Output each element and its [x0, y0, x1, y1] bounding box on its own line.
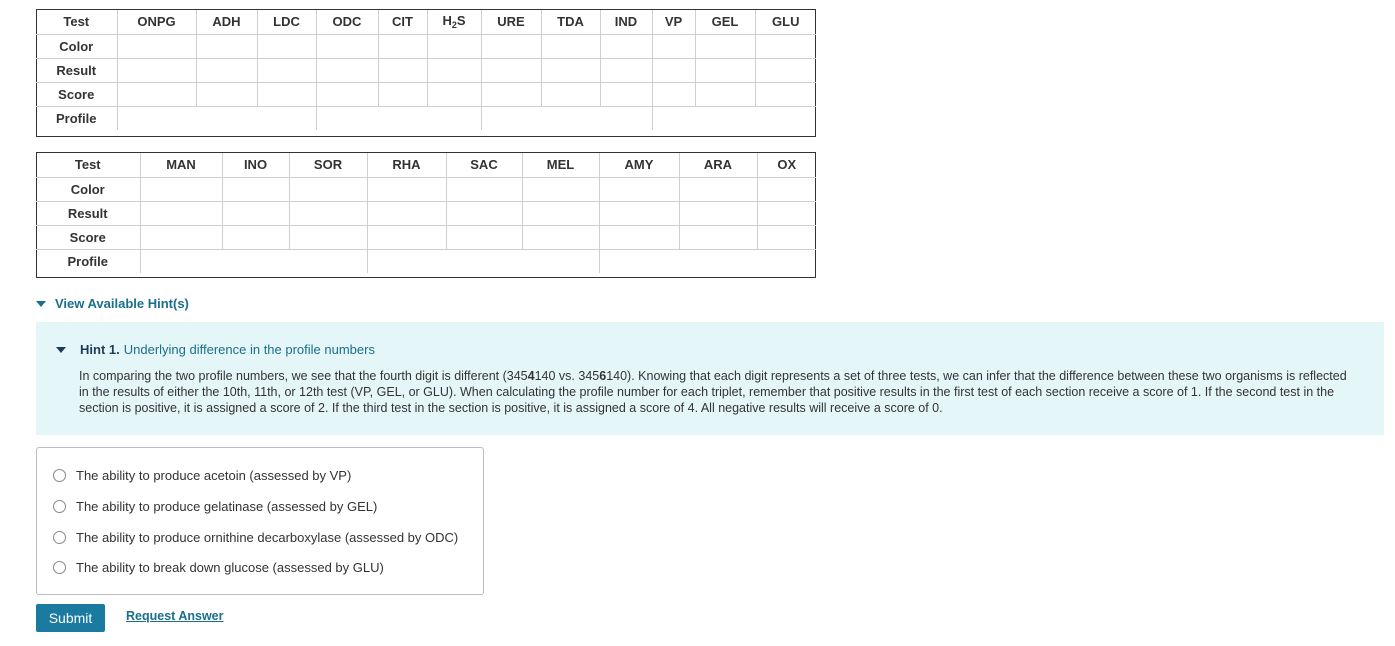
score-cell[interactable] [599, 225, 679, 249]
header-cell: ODC [316, 10, 378, 34]
score-cell[interactable] [378, 82, 427, 106]
header-cell: Test [36, 10, 117, 34]
result-cell[interactable] [196, 58, 257, 82]
score-cell[interactable] [652, 82, 695, 106]
score-cell[interactable] [541, 82, 600, 106]
color-cell[interactable] [140, 177, 222, 201]
table-row [36, 225, 816, 249]
profile-cell[interactable] [481, 106, 652, 130]
result-cell[interactable] [541, 58, 600, 82]
header-cell: LDC [257, 10, 316, 34]
score-cell[interactable] [367, 225, 446, 249]
result-cell[interactable] [695, 58, 755, 82]
table-row [36, 201, 816, 225]
color-cell[interactable] [289, 177, 367, 201]
table-row [36, 177, 816, 201]
radio-button[interactable] [53, 500, 66, 513]
color-cell[interactable] [755, 34, 816, 58]
score-cell[interactable] [257, 82, 316, 106]
score-cell[interactable] [446, 225, 522, 249]
score-cell[interactable] [679, 225, 757, 249]
color-cell[interactable] [652, 34, 695, 58]
color-cell[interactable] [757, 177, 816, 201]
color-cell[interactable] [222, 177, 289, 201]
request-answer-link[interactable]: Request Answer [126, 609, 224, 623]
score-cell[interactable] [481, 82, 541, 106]
result-cell[interactable] [599, 201, 679, 225]
radio-button[interactable] [53, 561, 66, 574]
result-cell[interactable] [481, 58, 541, 82]
score-cell[interactable] [222, 225, 289, 249]
row-label: Result [36, 201, 140, 225]
result-cell[interactable] [316, 58, 378, 82]
row-label: Score [36, 82, 117, 106]
header-cell: TDA [541, 10, 600, 34]
hint-body: In comparing the two profile numbers, we see that the fourth digit is different (3454140 vs. 3456140). Knowing that each digit represents a set of three tests, we can infer that the difference between these two organisms is reflected in the results of either the 10th, 11th, or 12th test (VP, GEL, or GLU). When calculating the profile number for each triplet, remember that positive results in the first test of each section receive a score of 1. If the second test in the section is positive, it is assigned a score of 2. If the third test in the section is positive, it is assigned a score of 4. All negative results will receive a score of 0. [79, 369, 1347, 415]
result-cell[interactable] [140, 201, 222, 225]
api-table-2 [36, 153, 816, 273]
row-label: Profile [36, 249, 140, 273]
radio-button[interactable] [53, 469, 66, 482]
profile-cell[interactable] [316, 106, 481, 130]
color-cell[interactable] [695, 34, 755, 58]
result-cell[interactable] [367, 201, 446, 225]
header-cell: $H_2S$ [427, 10, 481, 34]
result-cell[interactable] [427, 58, 481, 82]
result-cell[interactable] [652, 58, 695, 82]
result-cell[interactable] [757, 201, 816, 225]
header-cell: MEL [522, 153, 599, 177]
choice-label: The ability to produce gelatinase (assessed by GEL) [76, 499, 378, 514]
header-cell: ARA [679, 153, 757, 177]
hint-number: Hint 1. [80, 342, 120, 357]
table-row [36, 106, 816, 130]
header-cell: RHA [367, 153, 446, 177]
color-cell[interactable] [117, 34, 196, 58]
header-cell: SAC [446, 153, 522, 177]
profile-cell[interactable] [140, 249, 367, 273]
score-cell[interactable] [427, 82, 481, 106]
result-cell[interactable] [446, 201, 522, 225]
choice-vp[interactable] [53, 468, 351, 483]
score-cell[interactable] [757, 225, 816, 249]
row-label: Result [36, 58, 117, 82]
view-hints-label: View Available Hint(s) [55, 296, 189, 311]
profile-cell[interactable] [117, 106, 316, 130]
profile-cell[interactable] [652, 106, 816, 130]
hint-1-toggle[interactable] [56, 342, 375, 357]
row-label: Score [36, 225, 140, 249]
score-cell[interactable] [600, 82, 652, 106]
color-cell[interactable] [541, 34, 600, 58]
row-label: Profile [36, 106, 117, 130]
choice-label: The ability to produce acetoin (assessed by VP) [76, 468, 352, 483]
choice-glu[interactable] [53, 560, 384, 575]
score-cell[interactable] [289, 225, 367, 249]
result-cell[interactable] [222, 201, 289, 225]
color-cell[interactable] [378, 34, 427, 58]
result-cell[interactable] [378, 58, 427, 82]
color-cell[interactable] [446, 177, 522, 201]
table-row [36, 153, 816, 177]
result-cell[interactable] [679, 201, 757, 225]
color-cell[interactable] [257, 34, 316, 58]
choice-label: The ability to break down glucose (assessed by GLU) [76, 560, 384, 575]
header-cell: ONPG [117, 10, 196, 34]
table-row [36, 82, 816, 106]
api-table-1 [36, 10, 816, 130]
result-cell[interactable] [755, 58, 816, 82]
header-cell: URE [481, 10, 541, 34]
row-label: Color [36, 34, 117, 58]
table-row [36, 34, 816, 58]
profile-cell[interactable] [367, 249, 599, 273]
color-cell[interactable] [522, 177, 599, 201]
color-cell[interactable] [599, 177, 679, 201]
score-cell[interactable] [140, 225, 222, 249]
answer-choices [36, 447, 484, 595]
header-cell: INO [222, 153, 289, 177]
header-cell: MAN [140, 153, 222, 177]
caret-down-icon [36, 301, 46, 307]
color-cell[interactable] [196, 34, 257, 58]
score-cell[interactable] [117, 82, 196, 106]
table-row [36, 10, 816, 34]
result-cell[interactable] [600, 58, 652, 82]
hint-panel [36, 322, 1384, 435]
score-cell[interactable] [316, 82, 378, 106]
color-cell[interactable] [316, 34, 378, 58]
profile-cell[interactable] [599, 249, 816, 273]
color-cell[interactable] [600, 34, 652, 58]
table-row [36, 249, 816, 273]
header-cell: ADH [196, 10, 257, 34]
score-cell[interactable] [522, 225, 599, 249]
choice-label: The ability to produce ornithine decarboxylase (assessed by ODC) [76, 530, 459, 545]
view-hints-toggle[interactable] [36, 296, 189, 311]
score-cell[interactable] [196, 82, 257, 106]
header-cell: CIT [378, 10, 427, 34]
header-cell: Test [36, 153, 140, 177]
header-cell: AMY [599, 153, 679, 177]
header-cell: VP [652, 10, 695, 34]
color-cell[interactable] [427, 34, 481, 58]
choice-odc[interactable] [53, 530, 458, 545]
header-cell: SOR [289, 153, 367, 177]
color-cell[interactable] [679, 177, 757, 201]
color-cell[interactable] [481, 34, 541, 58]
row-label: Color [36, 177, 140, 201]
header-cell: GLU [755, 10, 816, 34]
table-row [36, 58, 816, 82]
hint-title: Underlying difference in the profile numbers [123, 342, 375, 357]
caret-down-icon [56, 347, 66, 353]
score-cell[interactable] [755, 82, 816, 106]
result-cell[interactable] [117, 58, 196, 82]
score-cell[interactable] [695, 82, 755, 106]
header-cell: IND [600, 10, 652, 34]
result-cell[interactable] [522, 201, 599, 225]
submit-button[interactable]: Submit [36, 604, 105, 632]
header-cell: OX [757, 153, 816, 177]
result-cell[interactable] [257, 58, 316, 82]
choice-gel[interactable] [53, 499, 377, 514]
header-cell: GEL [695, 10, 755, 34]
color-cell[interactable] [367, 177, 446, 201]
radio-button[interactable] [53, 531, 66, 544]
result-cell[interactable] [289, 201, 367, 225]
